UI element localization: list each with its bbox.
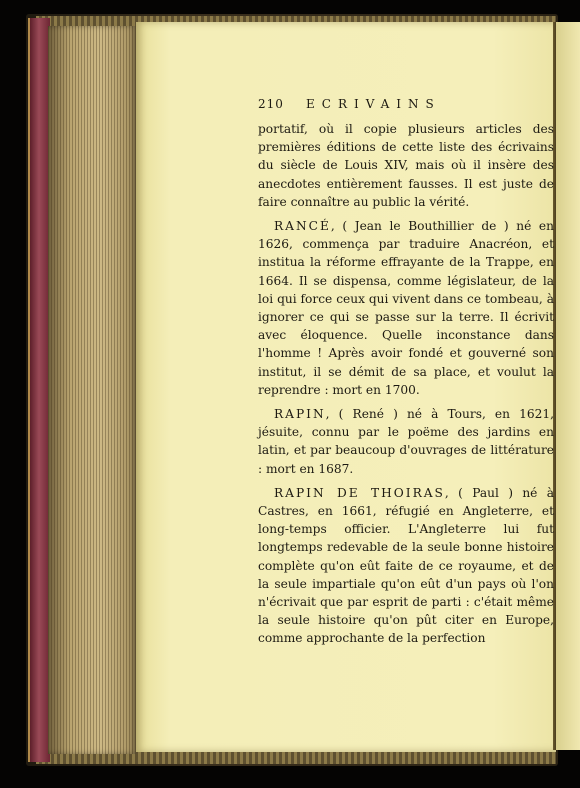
- entry-name: RANCÉ: [274, 219, 331, 234]
- book-cover-edge: [28, 18, 50, 762]
- paragraph-continued: [258, 120, 554, 211]
- running-title: ECRIVAINS: [306, 97, 441, 111]
- page-number: 210: [258, 97, 284, 111]
- page-fore-edge: [48, 26, 136, 754]
- page-text: [258, 120, 554, 648]
- running-head: [258, 97, 478, 111]
- entry-text: , ( Jean le Bouthillier de ) né en 1626, commença par traduire Anacréon, et institua la réforme effrayante de la Trappe, en 1664. Il se dispensa, comme législateur, de la loi qui force ceux qui vivent dans ce tombeau, à ignorer ce qui se passe sur la terre. Il écrivit avec éloquence. Quelle inconstance dans l'homme ! Après avoir fondé et gouverné son institut, il se démit de sa place, et voulut la reprendre : mort en 1700.: [258, 219, 554, 397]
- entry-rance: [258, 217, 554, 399]
- entry-name: RAPIN: [274, 407, 326, 422]
- entry-text: , ( René ) né à Tours, en 1621, jésuite, connu par le poëme des jardins en latin, et par beaucoup d'ouvrages de littérature : mort en 1687.: [258, 407, 554, 476]
- facing-page-edge: [556, 22, 580, 750]
- entry-rapin-de-thoiras: [258, 484, 554, 648]
- entry-rapin: [258, 405, 554, 478]
- paragraph-text: portatif, où il copie plusieurs articles des premières éditions de cette liste des écrivains du siècle de Louis XIV, mais où il insère des anecdotes entièrement fausses. Il est juste de faire connaître au public la vérité.: [258, 122, 554, 209]
- entry-name: RAPIN DE THOIRAS: [274, 485, 445, 500]
- entry-text: , ( Paul ) né à Castres, en 1661, réfugié en Angleterre, et long-temps officier. L'Angleterre lui fut longtemps redevable de la seule bonne histoire complète qu'on eût faite de ce royaume, et de la seule impartiale qu'on eût d'un pays où l'on n'écrivait que par esprit de parti : c'était même la seule histoire qu'on pût citer en Europe, comme approchante de la perfection: [258, 485, 554, 646]
